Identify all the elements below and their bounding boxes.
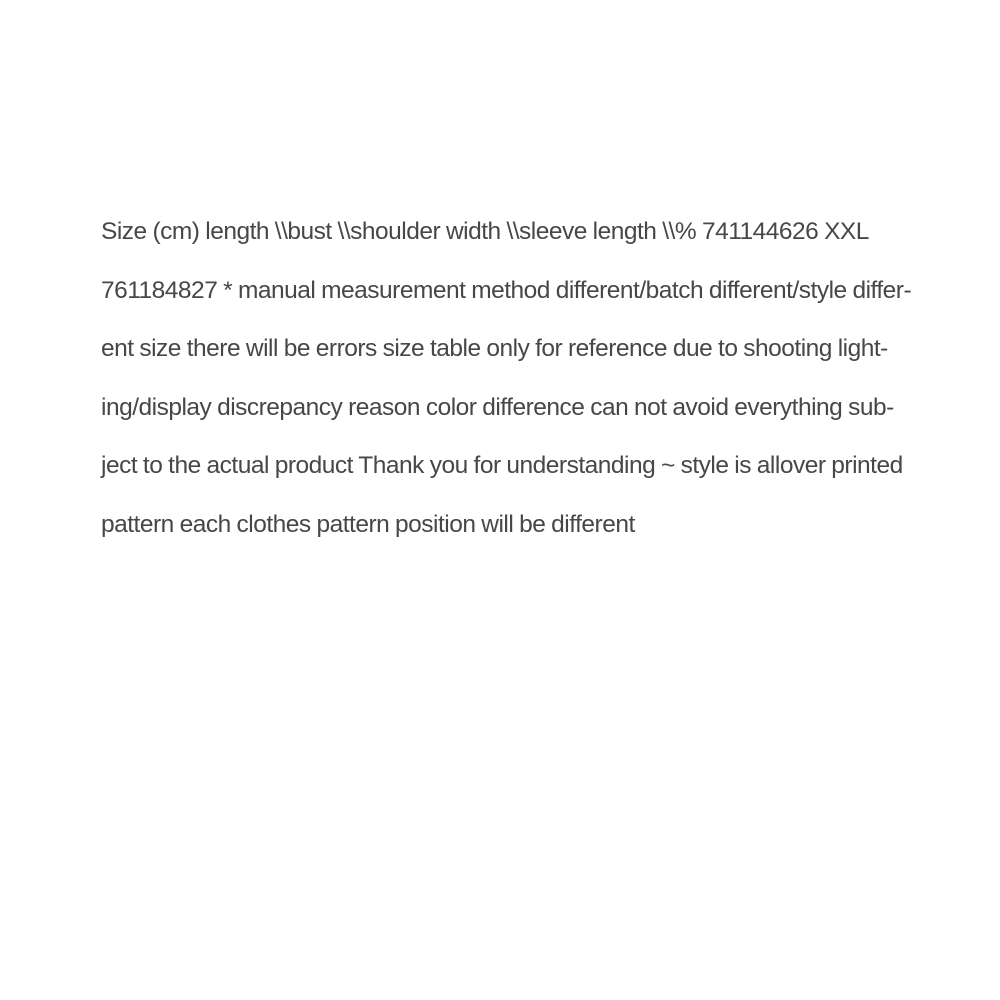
product-description-text (101, 210, 921, 562)
description-line-6: pattern each clothes pattern position will be different (101, 510, 635, 538)
description-line-4: ing/display discrepancy reason color difference can not avoid everything sub- (101, 393, 894, 421)
description-line-3: ent size there will be errors size table only for reference due to shooting light- (101, 335, 888, 363)
description-line-5: ject to the actual product Thank you for understanding ~ style is allover printed (101, 452, 903, 480)
description-line-2: 761184827 * manual measurement method different/batch different/style differ- (101, 276, 912, 304)
description-line-1: Size (cm) length \\bust \\shoulder width \\sleeve length \\% 741144626 XXL (101, 218, 869, 245)
